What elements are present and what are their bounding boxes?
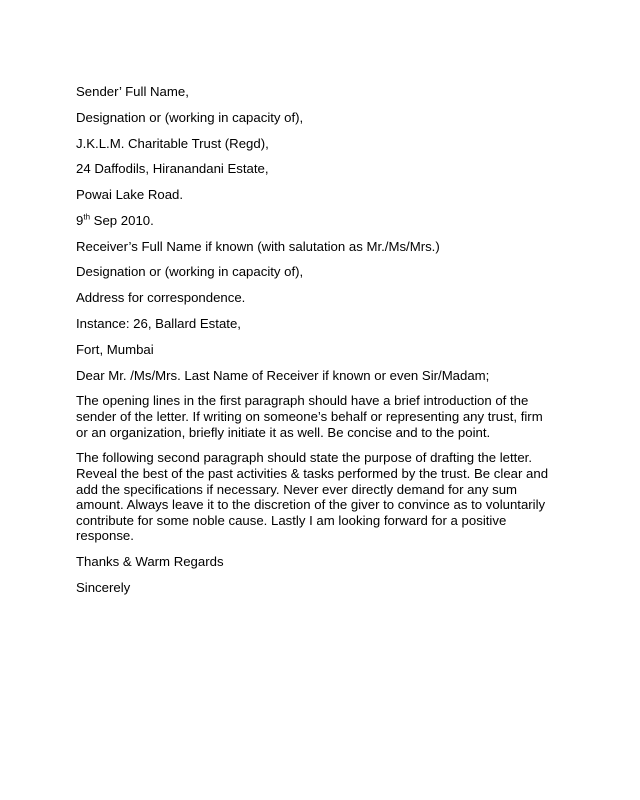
sender-address-line2: Powai Lake Road. bbox=[76, 187, 184, 203]
closing: Thanks & Warm Regards bbox=[76, 554, 224, 570]
paragraph-purpose: The following second paragraph should state the purpose of drafting the letter. Reveal the best of the past activities & tasks performed by the trust. Be clear and add the specifications if necessary. Never ever directly demand for any sum amount. Always leave it to the discretion of the giver to convince as to voluntarily contribute for some noble cause. Lastly I am looking forward for a positive response. bbox=[76, 450, 549, 544]
sender-organization: J.K.L.M. Charitable Trust (Regd), bbox=[76, 135, 269, 151]
sender-designation: Designation or (working in capacity of), bbox=[76, 109, 304, 125]
date-day: 9 bbox=[76, 212, 84, 228]
letter-body bbox=[76, 84, 556, 606]
receiver-address-label: Address for correspondence. bbox=[76, 290, 246, 306]
receiver-designation: Designation or (working in capacity of), bbox=[76, 264, 304, 280]
sender-address-line1: 24 Daffodils, Hiranandani Estate, bbox=[76, 161, 269, 177]
sender-name: Sender’ Full Name, bbox=[76, 84, 189, 99]
paragraph-intro: The opening lines in the first paragraph should have a brief introduction of the sender of the letter. If writing on someone’s behalf or representing any trust, firm or an organization, briefly initiate it as well. Be concise and to the point. bbox=[76, 393, 543, 440]
date-rest: Sep 2010. bbox=[90, 212, 154, 228]
receiver-address-instance: Instance: 26, Ballard Estate, bbox=[76, 316, 241, 332]
receiver-city: Fort, Mumbai bbox=[76, 341, 154, 357]
signoff: Sincerely bbox=[76, 579, 131, 595]
date-suffix: th bbox=[83, 212, 91, 222]
receiver-name: Receiver’s Full Name if known (with salutation as Mr./Ms/Mrs.) bbox=[76, 238, 440, 254]
letter-date bbox=[76, 213, 556, 229]
salutation: Dear Mr. /Ms/Mrs. Last Name of Receiver if known or even Sir/Madam; bbox=[76, 367, 490, 383]
